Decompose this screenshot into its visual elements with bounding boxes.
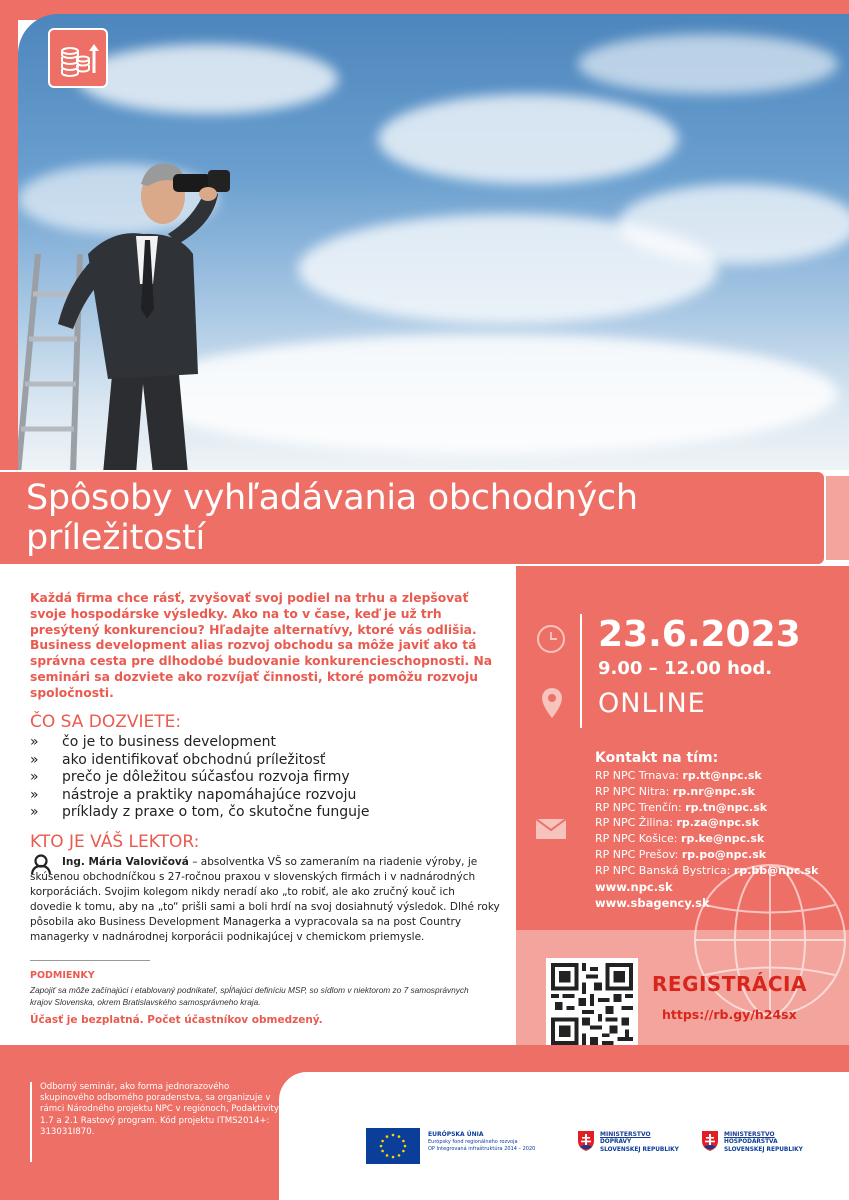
eu-line: OP Integrovaná infraštruktúra 2014 – 2020 [428, 1146, 536, 1152]
contact-row [595, 800, 845, 816]
website-link-sbagency[interactable]: www.sbagency.sk [595, 895, 710, 910]
registration-link[interactable]: https://rb.gy/h24sx [662, 1007, 797, 1022]
cloud [378, 94, 678, 184]
location-pin-icon [540, 686, 564, 720]
list-item [30, 734, 500, 752]
slovak-coat-of-arms-icon [578, 1131, 594, 1151]
list-item-text: príklady z praxe o tom, čo skutočne funguje [62, 804, 370, 820]
slovak-coat-of-arms-icon [702, 1131, 718, 1151]
contact-label: RP NPC Trnava: [595, 769, 683, 782]
lector-bio-text: – absolventka VŠ so zameraním na riadenie výroby, je skúsenou obchodníčkou s 27-ročnou praxou v slovenských firmách i v nadnárodných korporáciách. Svojim kolegom nikdy neradí ako „to robiť, ale ako zručný kouč ich dovedie k tomu, aby na „to“ prišli sami a boli hrdí na svoj dosiahnutý výsledok. Dlhé roky pôsobila ako Business Development Managerka a vypracovala sa na post Country managerky v nadnárodnej korporácii podnikajúcej v chemickom priemysle. [30, 856, 500, 943]
contact-email[interactable]: rp.za@npc.sk [676, 816, 760, 830]
contact-email[interactable]: rp.tn@npc.sk [685, 800, 768, 814]
coins-growth-logo [48, 28, 108, 88]
contact-email[interactable]: rp.nr@npc.sk [672, 784, 755, 798]
left-strip [0, 0, 18, 470]
bullet-chevron: » [30, 751, 39, 768]
contact-label: RP NPC Žilina: [595, 816, 677, 830]
list-item [30, 804, 500, 822]
ministry-country: SLOVENSKEJ REPUBLIKY [600, 1146, 679, 1153]
divider [30, 960, 150, 961]
learn-heading: ČO SA DOZVIETE: [30, 712, 182, 732]
ministry-transport-logo [578, 1131, 679, 1154]
contact-label: RP NPC Košice: [595, 832, 682, 846]
event-date: 23.6.2023 [598, 614, 801, 655]
conditions-free-note: Účasť je bezplatná. Počet účastníkov obmedzený. [30, 1014, 323, 1026]
title-band [0, 470, 826, 566]
list-item-text: nástroje a praktiky napomáhajúce rozvoju [62, 786, 357, 803]
ministry-label: MINISTERSTVO [600, 1131, 651, 1138]
page-title: Spôsoby vyhľadávania obchodných príležitostí [26, 478, 638, 558]
ministry-economy-text [724, 1131, 803, 1154]
registration-qr-code[interactable] [546, 958, 638, 1050]
title-band-edge [826, 476, 849, 560]
qr-code-icon [551, 963, 633, 1045]
contact-email[interactable]: rp.po@npc.sk [681, 847, 767, 861]
contact-block [595, 750, 845, 911]
eu-line: Európsky fond regionálneho rozvoja [428, 1139, 518, 1145]
website-link-npc[interactable]: www.npc.sk [595, 879, 673, 894]
contact-heading: Kontakt na tím: [595, 750, 719, 766]
ministry-economy-logo [702, 1131, 803, 1154]
eu-logo-text [428, 1131, 578, 1153]
coins-growth-icon [57, 37, 99, 79]
hero-photo [18, 14, 849, 470]
contact-email[interactable]: rp.tt@npc.sk [682, 769, 762, 782]
contact-label: RP NPC Banská Bystrica: [595, 863, 734, 877]
intro-text: Každá firma chce rásť, zvyšovať svoj podiel na trhu a zlepšovať svoje hospodárske výsledky. Ako na to v čase, keď je už trh presýtený konkurenciou? Hľadajte alternatívy, ktoré vás odlišia. Business development alias rozvoj obchodu sa môže javiť ako tá správna cesta pre dlhodobé budovanie konkurencieschopnosti. Na seminári sa dozviete ako rozvíjať činnosti, ktoré pomôžu rozvoju spoločnosti. [30, 591, 493, 700]
conditions-text: Zapojiť sa môže začínajúci i etablovaný podnikateľ, spĺňajúci definíciu MSP, so sídlom v niektorom zo 7 samosprávnych krajov Slovenska, okrem Bratislavského samosprávneho kraja. [30, 985, 469, 1007]
list-item [30, 769, 500, 787]
list-item-text: prečo je dôležitou súčasťou rozvoja firmy [62, 769, 350, 785]
bullet-chevron: » [30, 804, 39, 820]
footer-text: Odborný seminár, ako forma jednorazového skupinového odborného poradenstva, sa organizuje v rámci Národného projektu NPC v regiónoch, Podaktivity 1.7 a 2.1 Rastový program. Kód projektu ITMS2014+: 313031I870. [40, 1082, 279, 1137]
event-place: ONLINE [598, 688, 706, 719]
list-item-text: čo je to business development [62, 734, 276, 750]
businessman-with-binoculars-illustration [18, 134, 278, 470]
event-time: 9.00 – 12.00 hod. [598, 658, 773, 679]
list-item-text: ako identifikovať obchodnú príležitosť [62, 751, 326, 768]
info-divider-line [580, 614, 582, 728]
contact-row [595, 784, 845, 800]
contact-row [595, 831, 845, 847]
eu-title: EURÓPSKA ÚNIA [428, 1131, 484, 1138]
list-item [30, 787, 500, 805]
ministry-name: DOPRAVY [600, 1139, 632, 1145]
contact-email[interactable]: rp.bb@npc.sk [733, 863, 819, 877]
ministry-name: HOSPODÁRSTVA [724, 1139, 778, 1145]
ministry-label: MINISTERSTVO [724, 1131, 775, 1138]
clock-icon [536, 624, 566, 654]
contact-row [595, 768, 845, 784]
bullet-chevron: » [30, 734, 39, 750]
cloud [618, 184, 849, 264]
contact-row [595, 847, 845, 863]
footer-divider-line [30, 1082, 32, 1162]
cloud [78, 44, 338, 114]
ministry-country: SLOVENSKEJ REPUBLIKY [724, 1146, 803, 1153]
registration-label: REGISTRÁCIA [652, 972, 807, 996]
lector-heading: KTO JE VÁŠ LEKTOR: [30, 832, 200, 852]
contact-label: RP NPC Trenčín: [595, 800, 686, 814]
contact-email[interactable]: rp.ke@npc.sk [681, 832, 765, 846]
contact-label: RP NPC Nitra: [595, 784, 673, 798]
lector-bio [30, 855, 500, 945]
contact-row [595, 863, 845, 879]
bullet-chevron: » [30, 769, 39, 785]
lector-name: Ing. Mária Valovičová [62, 856, 189, 868]
contact-row [595, 815, 845, 831]
mail-icon [535, 818, 567, 840]
ministry-transport-text [600, 1131, 679, 1154]
eu-flag-icon [366, 1128, 420, 1164]
list-item [30, 752, 500, 770]
conditions-heading: PODMIENKY [30, 970, 95, 981]
cloud [578, 34, 838, 94]
contact-label: RP NPC Prešov: [595, 847, 682, 861]
learn-list [30, 734, 500, 822]
bullet-chevron: » [30, 786, 39, 803]
